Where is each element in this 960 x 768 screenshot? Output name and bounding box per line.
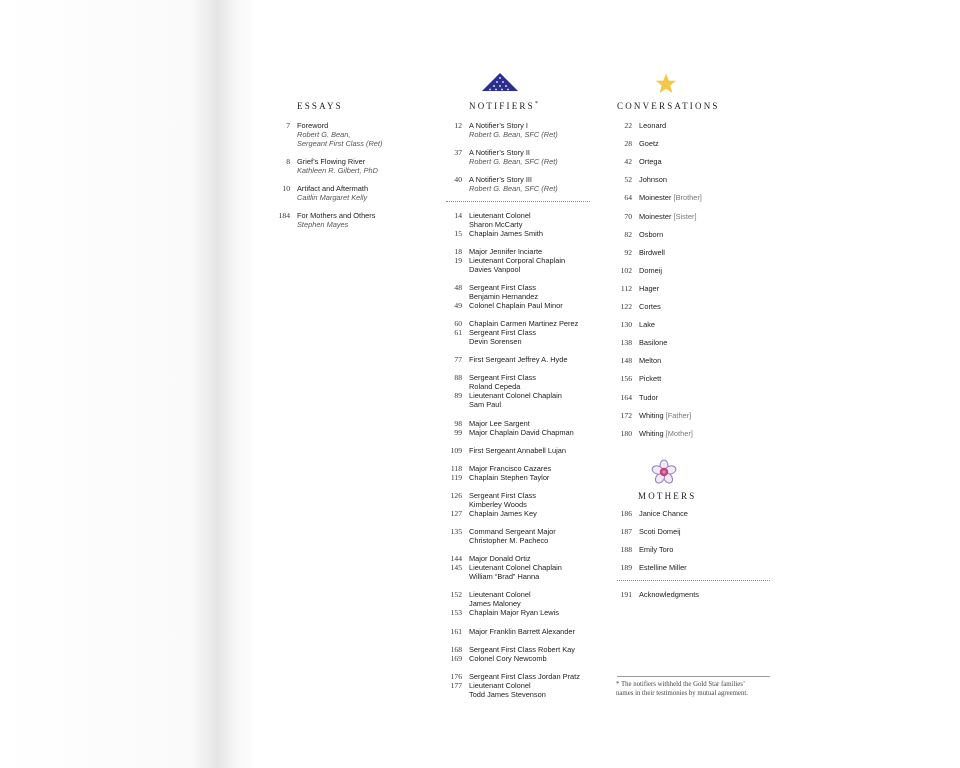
entry-author: Robert G. Bean, SFC (Ret) [469,130,558,139]
gold-star-icon [655,73,677,94]
entry-title: For Mothers and Others [297,211,376,220]
page-number: 77 [454,355,462,364]
page-number: 153 [450,608,462,617]
family-name: Tudor [639,392,659,402]
family-name: Goetz [639,139,659,149]
family-name: Pickett [639,374,662,384]
notifier-name: Sam Paul [469,400,502,409]
page-number: 118 [450,464,462,473]
page-number: 52 [624,175,632,185]
page-number: 7 [286,121,290,130]
page-number: 49 [454,301,462,310]
notifier-name: Lieutenant Corporal Chaplain [469,256,566,265]
family-name-with-note [639,193,702,202]
relation-note: [Brother] [673,193,702,203]
notifier-name: Sergeant First Class [469,373,536,382]
family-name: Johnson [639,175,667,185]
notifier-name: Sergeant First Class Robert Kay [469,645,575,654]
notifier-name: Kimberley Woods [469,500,527,509]
page-number: 172 [620,410,632,420]
page-number: 152 [450,590,462,599]
entry-author: Sergeant First Class (Ret) [297,139,383,148]
entry-author: Robert G. Bean, SFC (Ret) [469,157,558,166]
family-name: Hager [639,283,660,293]
family-name: Basilone [639,338,668,348]
page-number: 169 [450,654,462,663]
page-number: 92 [624,247,632,257]
entry-title: Artifact and Aftermath [297,184,369,193]
entry-author: Robert G. Bean, [297,130,351,139]
page-number: 42 [624,157,632,167]
notifier-name: Lieutenant Colonel [469,590,531,599]
page-number: 145 [450,563,462,572]
page-number: 88 [454,373,462,382]
page-number: 176 [450,672,462,681]
page-number: 130 [620,320,632,330]
notifier-name: Command Sergeant Major [469,527,556,536]
page-number: 10 [282,184,290,193]
notifier-name: Major Francisco Cazares [469,464,552,473]
page-number: 188 [620,545,632,554]
notifier-name: Sergeant First Class [469,491,536,500]
essays-heading: ESSAYS [297,101,343,111]
page-number: 15 [454,229,462,238]
page-number: 99 [454,428,462,437]
notifier-name: Benjamin Hernandez [469,292,539,301]
footnote-line: * The notifiers withheld the Gold Star families’ [616,681,746,688]
notifier-name: Lieutenant Colonel [469,681,531,690]
notifier-name: Chaplain James Smith [469,229,543,238]
notifier-name: Major Donald Ortiz [469,554,531,563]
notifiers-heading-text: NOTIFIERS [469,101,535,111]
entry-title: A Notifier’s Story III [469,175,532,184]
mother-name: Janice Chance [639,509,688,518]
notifier-name: Sergeant First Class [469,283,536,292]
family-name-with-note [639,429,693,438]
mothers-divider [617,580,770,581]
page-number: 191 [620,590,632,599]
page-number: 64 [624,193,632,203]
notifier-name: Todd James Stevenson [469,690,546,699]
family-name: Cortes [639,302,661,311]
entry-title: Grief’s Flowing River [297,157,366,166]
mother-name: Emily Toro [639,545,674,554]
acknowledgments-label: Acknowledgments [639,590,699,599]
notifier-name: Sergeant First Class [469,328,536,337]
page-number: 98 [454,419,462,428]
family-name: Whiting [639,410,664,420]
footnote [616,680,786,698]
notifier-name: Chaplain Carmen Martinez Perez [469,319,579,328]
family-name: Birdwell [639,247,665,257]
notifier-name: Sharon McCarty [469,220,523,229]
notifier-name: William “Brad” Hanna [469,572,540,581]
notifier-name: Chaplain James Key [469,509,537,518]
family-name: Ortega [639,157,662,167]
notifier-name: James Maloney [469,599,521,608]
notifier-name: Major Franklin Barrett Alexander [469,627,575,636]
page-number: 60 [454,319,462,328]
footnote-rule [617,676,770,677]
notifier-name: Major Jennifer Inciarte [469,247,543,256]
page-number: 40 [454,175,462,184]
family-name: Leonard [639,121,667,130]
notifier-name: First Sergeant Jeffrey A. Hyde [469,355,568,364]
entry-author: Robert G. Bean, SFC (Ret) [469,184,558,193]
page-number: 22 [624,121,632,130]
entry-title: Foreword [297,121,329,130]
notifiers-divider [446,201,590,202]
page-number: 89 [454,391,462,400]
family-name: Lake [639,320,656,330]
page-number: 177 [450,681,462,690]
page-number: 189 [620,563,632,572]
notifier-name: Sergeant First Class Jordan Pratz [469,672,580,681]
entry-title: A Notifier’s Story II [469,148,530,157]
conversations-heading: CONVERSATIONS [617,101,720,111]
page-number: 70 [624,211,632,221]
notifier-name: Lieutenant Colonel Chaplain [469,391,562,400]
page-number: 82 [624,229,632,239]
page-number: 138 [620,338,632,348]
page-number: 28 [624,139,632,149]
family-name: Moinester [639,193,672,203]
family-name: Domeij [639,265,662,275]
notifier-name: Colonel Chaplain Paul Minor [469,301,563,310]
page-number: 61 [454,328,462,337]
notifiers-heading-mark: * [534,101,538,107]
notifier-name: Roland Cepeda [469,382,521,391]
notifier-name: Devin Sorensen [469,337,522,346]
family-name-with-note [639,411,691,420]
page-number: 18 [454,247,462,256]
family-name-with-note [639,212,697,221]
entry-author: Caitlin Margaret Kelly [297,193,368,202]
page-number: 19 [454,256,462,265]
page-number: 144 [450,554,462,563]
page-number: 148 [620,356,632,366]
entry-author: Stephen Mayes [297,220,349,229]
entry-author: Kathleen R. Gilbert, PhD [297,166,378,175]
footnote-line: names in their testimonies by mutual agreement. [616,690,748,697]
page-number: 156 [620,374,632,384]
page-number: 37 [454,148,462,157]
relation-note: [Sister] [673,211,697,221]
relation-note: [Mother] [665,428,693,438]
page-number: 122 [620,302,632,311]
family-name: Melton [639,356,662,366]
page-number: 186 [620,509,632,518]
relation-note: [Father] [665,410,692,420]
notifier-name: Major Chaplain David Chapman [469,428,574,437]
book-gutter-shadow [0,0,260,768]
page-number: 135 [450,527,462,536]
notifier-name: Chaplain Stephen Taylor [469,473,550,482]
mothers-heading: MOTHERS [638,491,697,501]
page-number: 187 [620,527,632,536]
notifier-name: Chaplain Major Ryan Lewis [469,608,559,617]
page-number: 12 [454,121,462,130]
page-number: 164 [620,392,632,402]
family-name: Moinester [639,211,672,221]
notifier-name: First Sergeant Annabell Lujan [469,446,566,455]
page-number: 8 [286,157,290,166]
page-number: 126 [450,491,462,500]
folded-flag-icon [480,72,520,92]
page-number: 161 [450,627,462,636]
page-number: 112 [620,283,632,293]
flower-icon [651,459,677,485]
page-number: 168 [450,645,462,654]
family-name: Whiting [639,428,664,438]
page-number: 180 [620,428,632,438]
notifier-name: Lieutenant Colonel [469,211,531,220]
page-number: 14 [454,211,462,220]
mother-name: Estelline Miller [639,563,687,572]
notifier-name: Davies Vanpool [469,265,521,274]
page-number: 119 [450,473,462,482]
family-name: Osborn [639,229,664,239]
page-number: 48 [454,283,462,292]
page-number: 184 [278,211,290,220]
mother-name: Scoti Domeij [639,527,681,536]
page-number: 127 [450,509,462,518]
notifier-name: Major Lee Sargent [469,419,530,428]
entry-title: A Notifier’s Story I [469,121,528,130]
notifiers-heading [469,101,538,111]
notifier-name: Colonel Cory Newcomb [469,654,547,663]
page-number: 102 [620,265,632,275]
notifier-name: Christopher M. Pacheco [469,536,549,545]
page-number: 109 [450,446,462,455]
notifier-name: Lieutenant Colonel Chaplain [469,563,562,572]
